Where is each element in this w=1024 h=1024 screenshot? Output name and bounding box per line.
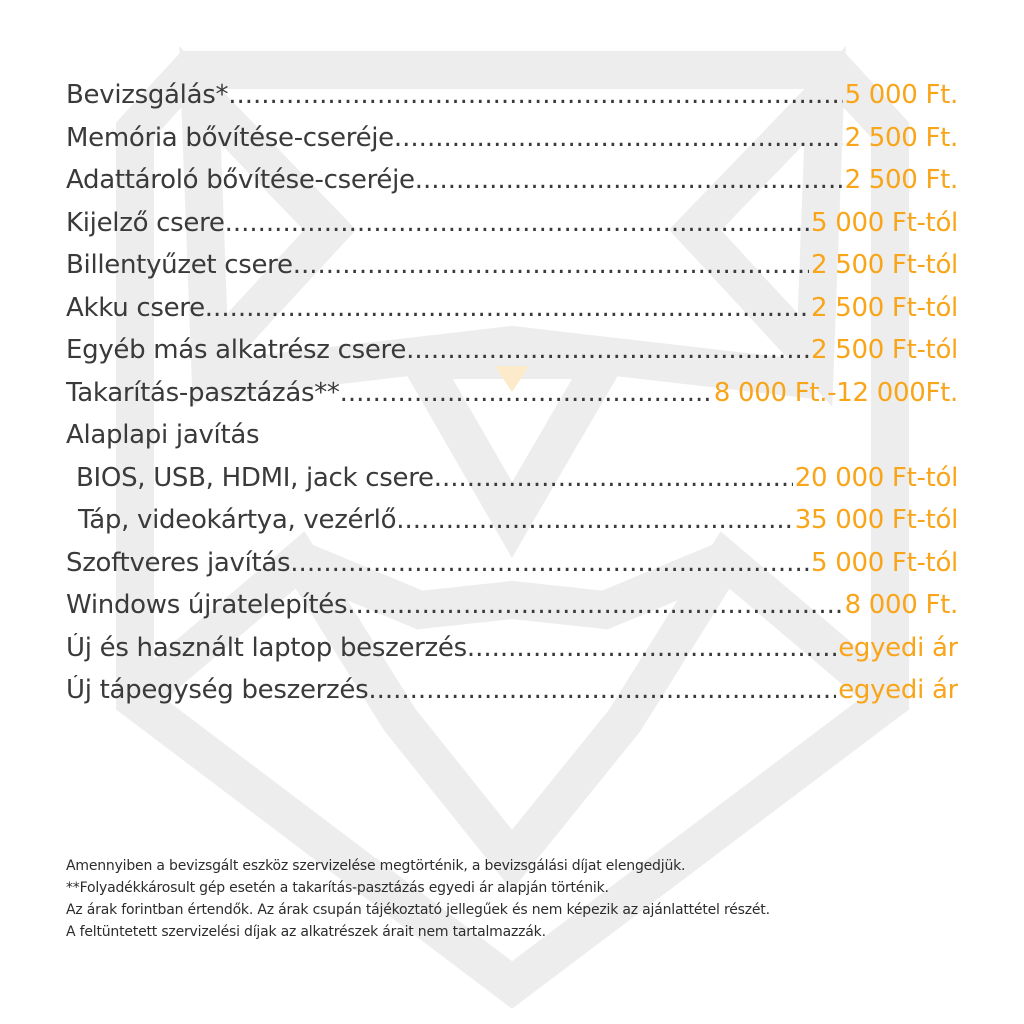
dot-leader: [467, 633, 836, 663]
service-name: Táp, videokártya, vezérlő: [78, 505, 397, 535]
service-name: Memória bővítése-cseréje: [66, 122, 394, 153]
dot-leader: [293, 250, 809, 280]
service-name: Új és használt laptop beszerzés: [66, 632, 467, 663]
service-price: egyedi ár: [838, 632, 958, 663]
service-name: Akku csere: [66, 292, 205, 323]
price-list: [66, 80, 958, 718]
price-row-takaritas: [66, 378, 958, 421]
price-row-tap: [66, 505, 958, 548]
service-price: 2 500 Ft-tól: [811, 335, 958, 365]
price-row-bevizsgalas: [66, 80, 958, 123]
service-price: 8 000 Ft.-12 000Ft.: [713, 377, 958, 408]
service-price: egyedi ár: [838, 675, 958, 705]
service-price: 35 000 Ft-tól: [794, 505, 958, 535]
dot-leader: [434, 463, 793, 493]
dot-leader: [415, 165, 843, 195]
service-price: 2 500 Ft-tól: [811, 292, 958, 323]
price-row-egyeb: [66, 335, 958, 378]
footnotes: [66, 855, 966, 943]
service-name: BIOS, USB, HDMI, jack csere: [76, 462, 434, 493]
price-group-heading-alaplapi: [66, 420, 958, 463]
price-row-akku: [66, 293, 958, 336]
service-name: Billentyűzet csere: [66, 250, 293, 280]
service-price: 2 500 Ft.: [844, 165, 958, 195]
price-row-kijelzo: [66, 208, 958, 251]
price-row-adattarolo: [66, 165, 958, 208]
service-price: 8 000 Ft.: [844, 590, 958, 620]
footnote: **Folyadékkárosult gép esetén a takarítás-pasztázás egyedi ár alapján történik.: [66, 880, 609, 896]
service-price: 20 000 Ft-tól: [794, 462, 958, 493]
price-row-memoria: [66, 123, 958, 166]
dot-leader: [394, 123, 843, 153]
price-row-szoftveres: [66, 548, 958, 591]
dot-leader: [340, 378, 712, 408]
service-name: Egyéb más alkatrész csere: [66, 335, 407, 365]
dot-leader: [205, 293, 809, 323]
service-name: Bevizsgálás*: [66, 80, 229, 110]
price-row-laptop: [66, 633, 958, 676]
dot-leader: [406, 335, 809, 365]
service-name: Adattároló bővítése-cseréje: [66, 165, 415, 195]
price-row-windows: [66, 590, 958, 633]
service-name: Takarítás-pasztázás**: [66, 377, 340, 408]
service-price: 2 500 Ft.: [844, 122, 958, 153]
service-price: 2 500 Ft-tól: [811, 250, 958, 280]
group-heading: Alaplapi javítás: [66, 420, 260, 450]
dot-leader: [368, 675, 836, 705]
price-row-bios: [66, 463, 958, 506]
dot-leader: [396, 505, 793, 535]
price-row-billentyuzet: [66, 250, 958, 293]
footnote: Az árak forintban értendők. Az árak csupán tájékoztató jellegűek és nem képezik az ajánlattétel részét.: [66, 902, 770, 918]
footnote: A feltüntetett szervizelési díjak az alkatrészek árait nem tartalmazzák.: [66, 924, 546, 940]
service-name: Új tápegység beszerzés: [66, 675, 369, 705]
service-name: Windows újratelepítés: [66, 590, 348, 620]
footnote: Amennyiben a bevizsgált eszköz szervizelése megtörténik, a bevizsgálási díjat elengedjük.: [66, 858, 686, 874]
price-row-tapegyseg: [66, 675, 958, 718]
service-price: 5 000 Ft-tól: [811, 547, 958, 578]
dot-leader: [290, 548, 809, 578]
dot-leader: [347, 590, 842, 620]
service-price: 5 000 Ft.: [844, 80, 958, 110]
dot-leader: [225, 208, 809, 238]
service-name: Kijelző csere: [66, 207, 225, 238]
service-price: 5 000 Ft-tól: [811, 207, 958, 238]
service-name: Szoftveres javítás: [66, 547, 291, 578]
dot-leader: [228, 80, 842, 110]
